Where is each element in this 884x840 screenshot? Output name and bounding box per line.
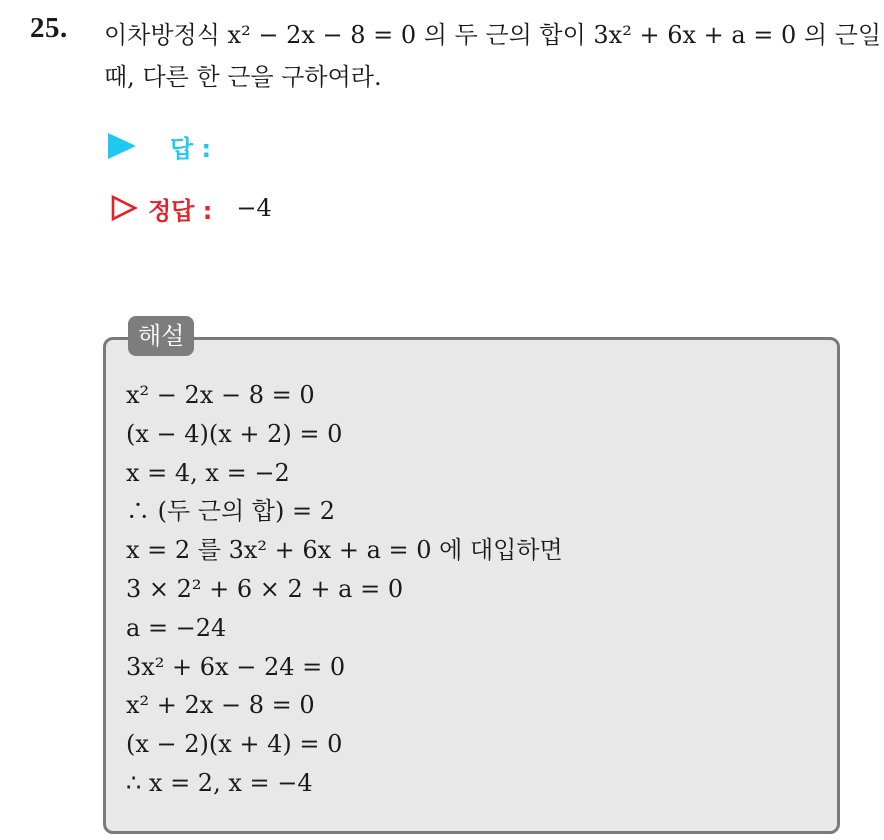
question-text	[104, 14, 882, 98]
play-outline-icon	[110, 194, 138, 222]
solution-line: x² − 2x − 8 = 0	[126, 381, 315, 409]
answer-label: 답 :	[170, 134, 212, 163]
correct-answer-row	[110, 188, 272, 228]
solution-line: ∴ x = 2, x = −4	[126, 768, 313, 797]
solution-line: 3 × 2² + 6 × 2 + a = 0	[126, 574, 404, 603]
solution-line: x = 4, x = −2	[126, 458, 290, 487]
question-text-line-2: 때, 다른 한 근을 구하여라.	[104, 63, 382, 91]
solution-line: 3x² + 6x − 24 = 0	[126, 652, 346, 681]
solution-line: x² + 2x − 8 = 0	[126, 691, 315, 720]
solution-tag: 해설	[128, 316, 194, 356]
solution-line: (x − 2)(x + 4) = 0	[126, 730, 343, 759]
answer-row	[108, 126, 211, 166]
solution-line: ∴ (두 근의 합) = 2	[126, 497, 335, 526]
solution-lines	[126, 376, 563, 803]
solution-line: a = −24	[126, 613, 227, 642]
correct-answer-label: 정답 :	[148, 196, 213, 225]
solution-line: x = 2 를 3x² + 6x + a = 0 에 대입하면	[126, 536, 563, 565]
correct-answer-value: −4	[236, 194, 272, 222]
solution-line: (x − 4)(x + 2) = 0	[126, 419, 343, 448]
question-text-line-1: 이차방정식 x² − 2x − 8 = 0 의 두 근의 합이 3x² + 6x + a = 0 의 근일	[104, 21, 882, 49]
play-icon	[108, 133, 136, 159]
question-number: 25.	[30, 12, 68, 44]
